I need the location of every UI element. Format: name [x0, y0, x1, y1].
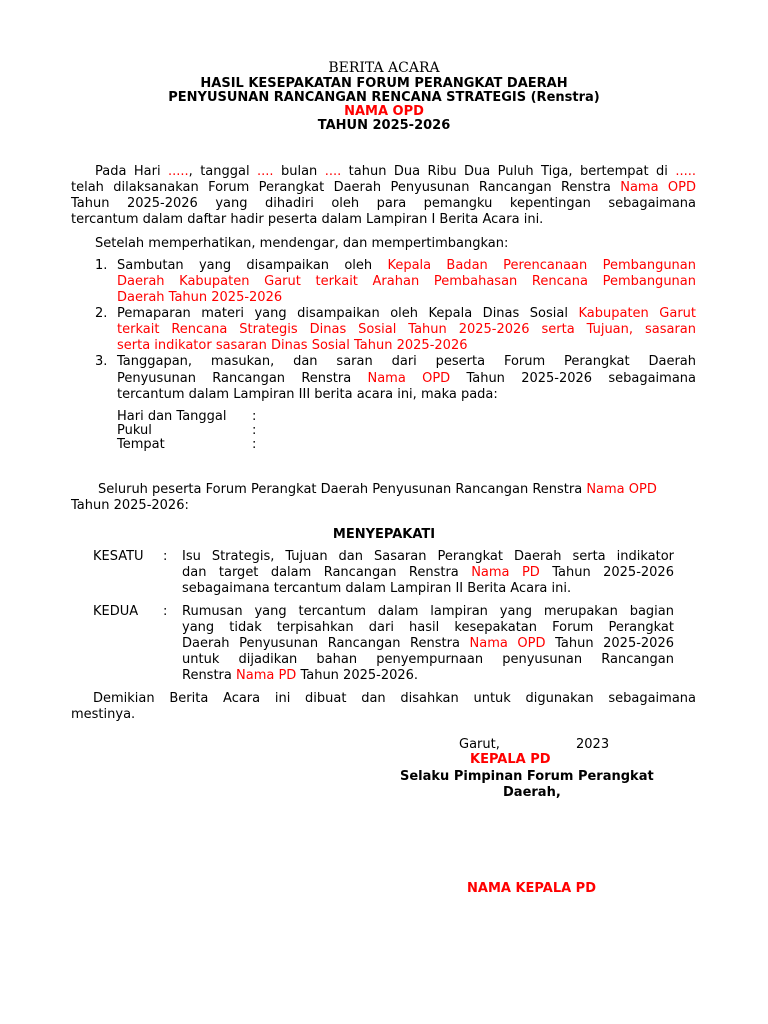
- closing-line-2: mestinya.: [71, 707, 136, 722]
- kedua-line-1: Rumusan yang tercantum dalam lampiran yang merupakan bagian: [182, 604, 674, 619]
- list-item-2-line-3: serta indikator sasaran Dinas Sosial Tahun 2025-2026: [117, 338, 468, 353]
- list-item-1-line-3: Daerah Tahun 2025-2026: [117, 290, 283, 305]
- participants-line-1: Seluruh peserta Forum Perangkat Daerah Penyusunan Rancangan Renstra Nama OPD: [98, 482, 657, 497]
- time-label: Pukul: [117, 423, 152, 438]
- closing-line-1: Demikian Berita Acara ini dibuat dan disahkan untuk digunakan sebagaimana: [93, 691, 696, 706]
- list-item-1-line-1: Sambutan yang disampaikan oleh Kepala Badan Perencanaan Pembangunan: [117, 258, 696, 273]
- kedua-colon: :: [163, 604, 168, 619]
- list-item-2-line-2: terkait Rencana Strategis Dinas Sosial Tahun 2025-2026 serta Tujuan, sasaran: [117, 322, 696, 337]
- document-title: BERITA ACARA: [328, 60, 440, 76]
- considering-text: Setelah memperhatikan, mendengar, dan mempertimbangkan:: [95, 236, 509, 251]
- place-label: Tempat: [117, 437, 165, 452]
- signature-role-line-2: Daerah,: [503, 785, 561, 800]
- list-item-3-line-1: Tanggapan, masukan, dan saran dari peserta Forum Perangkat Daerah: [117, 354, 696, 369]
- opd-name: NAMA OPD: [344, 104, 424, 119]
- kedua-line-5: Renstra Nama PD Tahun 2025-2026.: [182, 668, 419, 683]
- signature-place: Garut,: [459, 737, 500, 752]
- agree-heading: MENYEPAKATI: [332, 527, 436, 542]
- intro-line-3: Tahun 2025-2026 yang dihadiri oleh para pemangku kepentingan sebagaimana: [71, 196, 696, 211]
- year-heading: TAHUN 2025-2026: [317, 118, 451, 133]
- kedua-line-4: untuk dijadikan bahan penyempurnaan penyusunan Rancangan: [182, 652, 674, 667]
- time-colon: :: [252, 423, 257, 438]
- day-date-colon: :: [252, 409, 257, 424]
- intro-line-1: Pada Hari ....., tanggal .... bulan .... tahun Dua Ribu Dua Puluh Tiga, bertempat di .....: [95, 164, 696, 179]
- kedua-label: KEDUA: [93, 604, 139, 619]
- kesatu-line-1: Isu Strategis, Tujuan dan Sasaran Perangkat Daerah serta indikator: [182, 549, 674, 564]
- kedua-line-3: Daerah Penyusunan Rancangan Renstra Nama OPD Tahun 2025-2026: [182, 636, 674, 651]
- list-item-1-line-2: Daerah Kabupaten Garut terkait Arahan Pembahasan Rencana Pembangunan: [117, 274, 696, 289]
- kesatu-line-3: sebagaimana tercantum dalam Lampiran II Berita Acara ini.: [182, 581, 572, 596]
- day-date-label: Hari dan Tanggal: [117, 409, 227, 424]
- list-number-1: 1.: [95, 258, 108, 273]
- list-item-2-line-1: Pemaparan materi yang disampaikan oleh Kepala Dinas Sosial Kabupaten Garut: [117, 306, 696, 321]
- subtitle-line-1: HASIL KESEPAKATAN FORUM PERANGKAT DAERAH: [200, 76, 568, 91]
- subtitle-line-2: PENYUSUNAN RANCANGAN RENCANA STRATEGIS (Renstra): [168, 90, 600, 105]
- place-colon: :: [252, 437, 257, 452]
- list-number-3: 3.: [95, 354, 108, 369]
- participants-line-2: Tahun 2025-2026:: [71, 498, 189, 513]
- signatory-name: NAMA KEPALA PD: [467, 881, 597, 896]
- kesatu-label: KESATU: [93, 549, 144, 564]
- list-number-2: 2.: [95, 306, 108, 321]
- intro-line-2: telah dilaksanakan Forum Perangkat Daerah Penyusunan Rancangan Renstra Nama OPD: [71, 180, 696, 195]
- kedua-line-2: yang tidak terpisahkan dari hasil kesepakatan Forum Perangkat: [182, 620, 674, 635]
- list-item-3-line-3: tercantum dalam Lampiran III berita acara ini, maka pada:: [117, 387, 498, 402]
- kesatu-line-2: dan target dalam Rancangan Renstra Nama PD Tahun 2025-2026: [182, 565, 674, 580]
- signature-position: KEPALA PD: [470, 752, 551, 767]
- signature-role-line-1: Selaku Pimpinan Forum Perangkat: [400, 769, 654, 784]
- intro-line-4: tercantum dalam daftar hadir peserta dalam Lampiran I Berita Acara ini.: [71, 212, 544, 227]
- kesatu-colon: :: [163, 549, 168, 564]
- signature-year: 2023: [576, 737, 610, 752]
- list-item-3-line-2: Penyusunan Rancangan Renstra Nama OPD Tahun 2025-2026 sebagaimana: [117, 371, 696, 386]
